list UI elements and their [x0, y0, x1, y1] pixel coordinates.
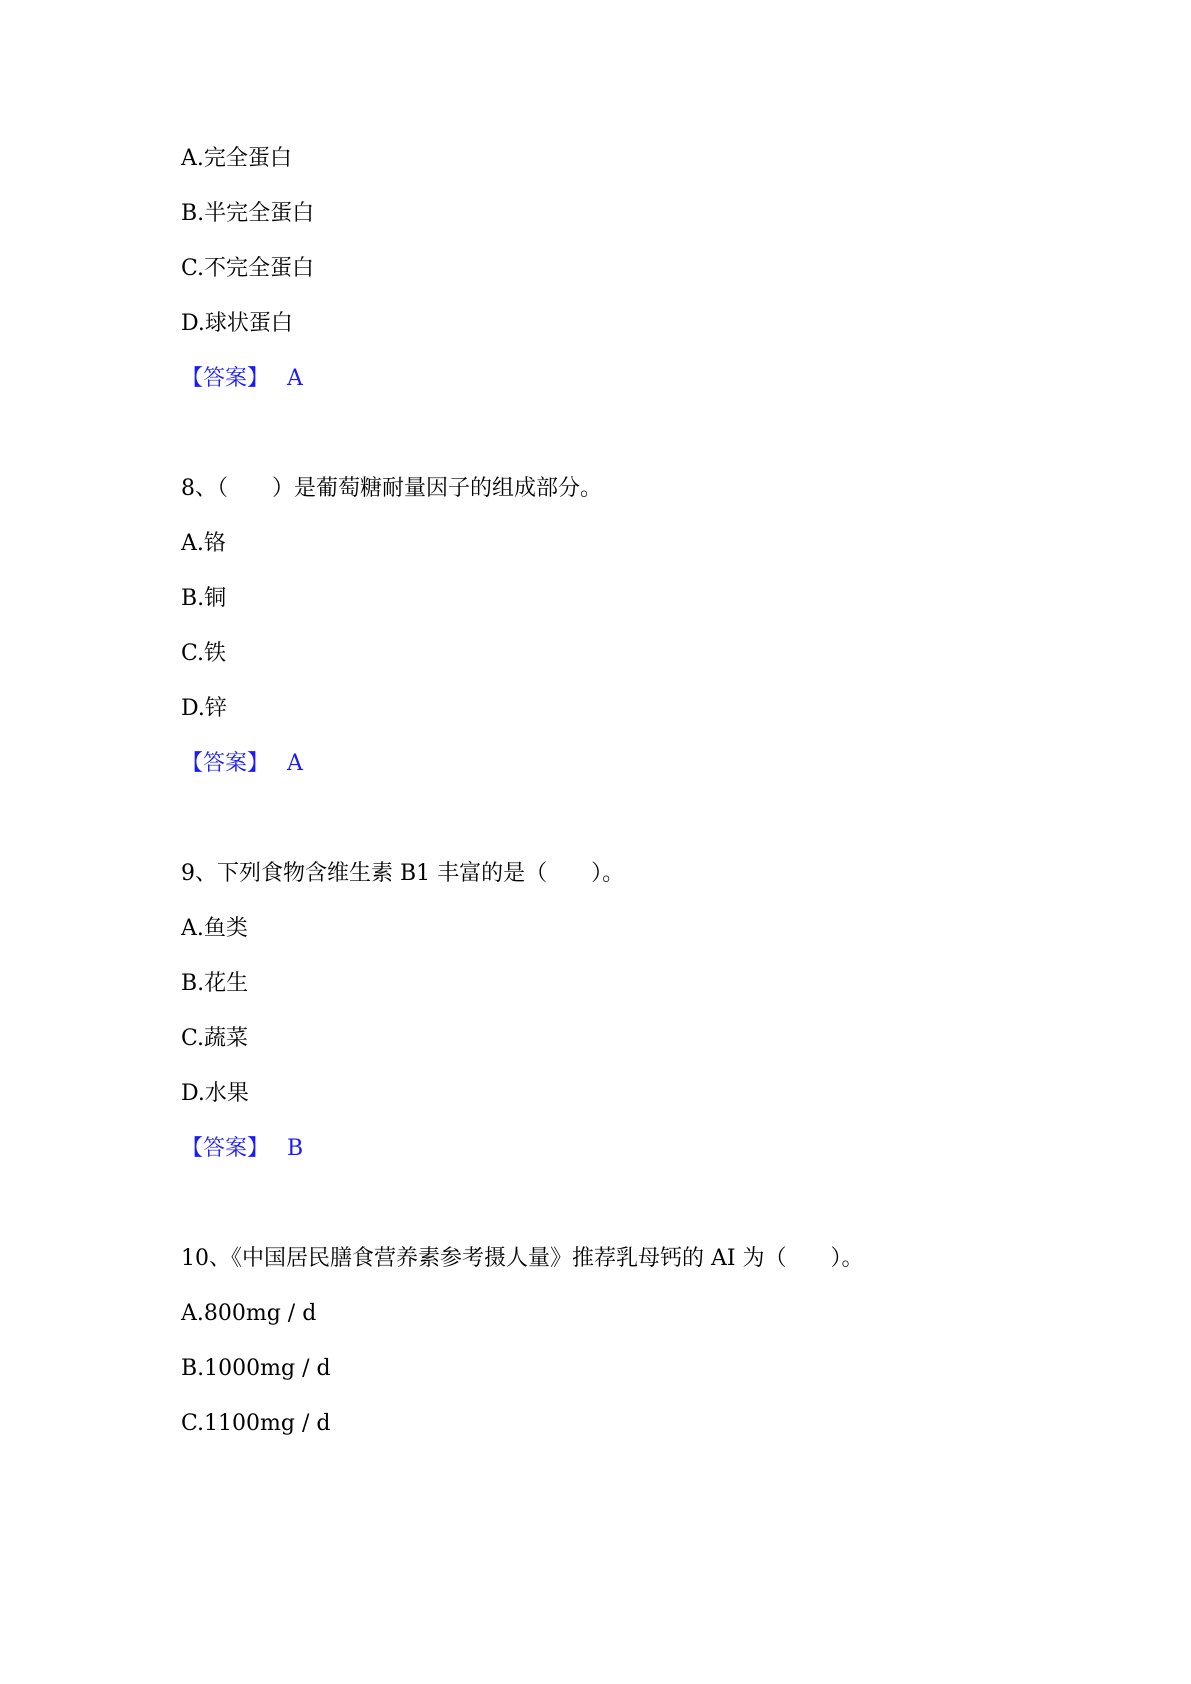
q9-option-c: C.蔬菜: [181, 1026, 249, 1051]
q8-option-a: A.铬: [181, 531, 226, 556]
q8-answer-value: A: [287, 751, 303, 776]
q7-option-a: A.完全蛋白: [181, 146, 292, 171]
q7-option-b: B.半完全蛋白: [181, 201, 315, 226]
q9-option-d: D.水果: [181, 1081, 249, 1106]
q7-answer-value: A: [287, 366, 303, 391]
q8-answer-label: 【答案】: [181, 751, 270, 776]
q8-option-d: D.锌: [181, 696, 227, 721]
q8-question: 8、（ ）是葡萄糖耐量因子的组成部分。: [181, 476, 602, 501]
q10-option-b: B.1000mg / d: [181, 1356, 331, 1381]
q7-answer-label: 【答案】: [181, 366, 270, 391]
q10-question: 10、《中国居民膳食营养素参考摄人量》推荐乳母钙的 AI 为（ ）。: [181, 1246, 864, 1271]
q9-answer-value: B: [287, 1136, 304, 1161]
q7-answer: [181, 365, 303, 393]
q8-option-c: C.铁: [181, 641, 227, 666]
q9-answer: [181, 1135, 303, 1163]
q10-option-c: C.1100mg / d: [181, 1411, 331, 1436]
q9-option-b: B.花生: [181, 971, 249, 996]
q9-answer-label: 【答案】: [181, 1136, 270, 1161]
q10-option-a: A.800mg / d: [181, 1301, 317, 1326]
q8-answer: [181, 750, 303, 778]
q8-option-b: B.铜: [181, 586, 227, 611]
q9-question: 9、下列食物含维生素 B1 丰富的是（ ）。: [181, 861, 625, 886]
q7-option-d: D.球状蛋白: [181, 311, 293, 336]
q7-option-c: C.不完全蛋白: [181, 256, 315, 281]
q9-option-a: A.鱼类: [181, 916, 248, 941]
